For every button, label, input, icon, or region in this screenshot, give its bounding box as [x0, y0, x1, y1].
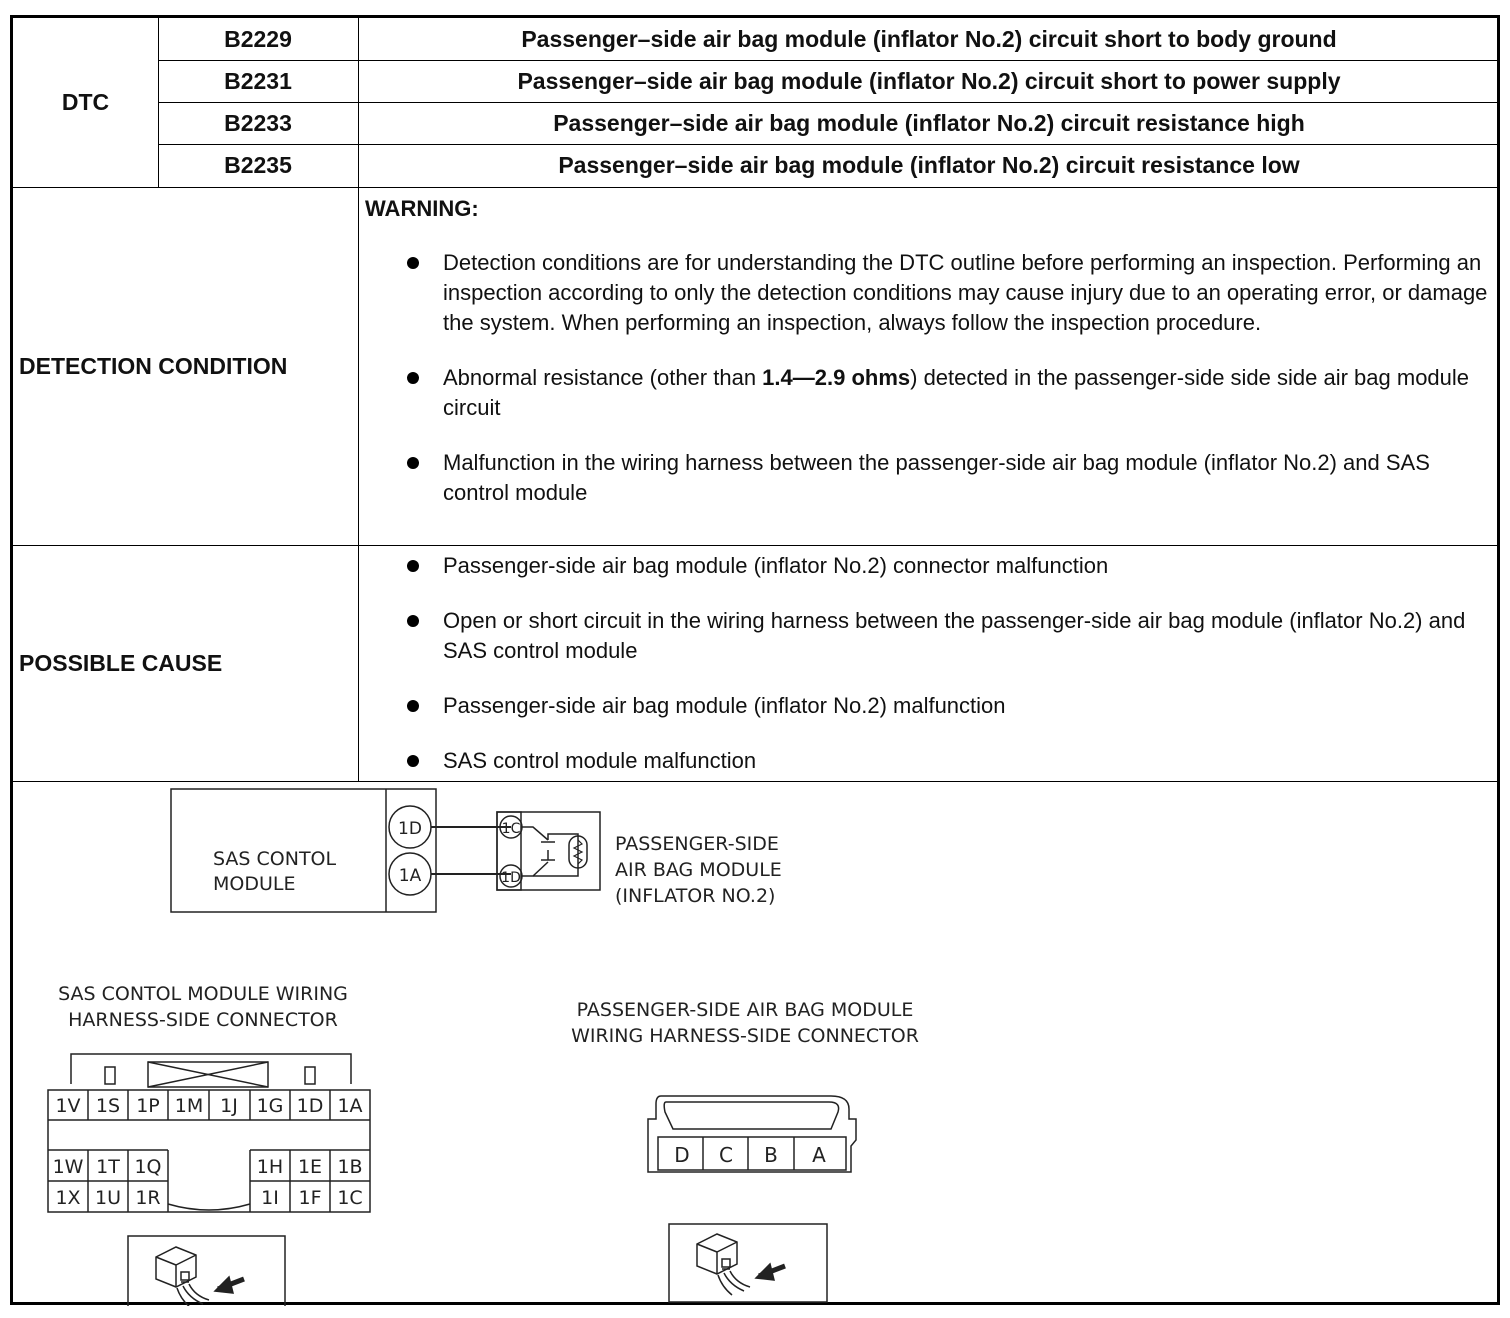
bullet-icon [407, 700, 419, 712]
list-item [365, 606, 1490, 666]
connector-pin-label: D [674, 1143, 690, 1167]
connector-pin-label: 1H [256, 1156, 284, 1178]
possible-cause-label-text: POSSIBLE CAUSE [19, 649, 223, 676]
dtc-label [13, 18, 158, 187]
bullet-icon [407, 615, 419, 627]
list-item [365, 248, 1490, 338]
table-divider [158, 60, 1500, 61]
bullet-text: Open or short circuit in the wiring harness between the passenger-side air bag module (inflator No.2) and SAS control module [443, 608, 1466, 663]
airbag-pin-label: 1D [501, 870, 521, 886]
possible-cause-content [365, 551, 1490, 776]
bullet-text: Passenger-side air bag module (inflator No.2) malfunction [443, 693, 1006, 718]
table-divider [13, 545, 1500, 546]
possible-cause-list [365, 551, 1490, 776]
dtc-code-text: B2235 [224, 152, 292, 178]
bullet-icon [407, 257, 419, 269]
connector-pin-label: 1U [95, 1187, 121, 1209]
connector-pin-label: 1C [337, 1187, 363, 1209]
warning-title: WARNING: [365, 196, 479, 221]
connector-pin-label: 1W [52, 1156, 84, 1178]
dtc-description [358, 102, 1500, 144]
sas-pin-label: 1A [398, 866, 422, 886]
detection-condition-label-text: DETECTION CONDITION [19, 352, 288, 379]
airbag-pin-label: 1C [501, 821, 521, 837]
list-item [365, 746, 1490, 776]
connector-pin-label: 1J [220, 1095, 238, 1117]
airbag-module-label: AIR BAG MODULE [615, 859, 782, 881]
possible-cause-label [19, 545, 358, 781]
connector-pin-label: 1R [135, 1187, 161, 1209]
list-item [365, 691, 1490, 721]
connector-pin-label: B [764, 1143, 778, 1167]
bullet-text: Passenger-side air bag module (inflator No.2) connector malfunction [443, 553, 1109, 578]
list-item [365, 448, 1490, 508]
connector-pin-label: A [812, 1143, 826, 1167]
bullet-text: Detection conditions are for understanding the DTC outline before performing an inspection. Performing an inspection according to only the detection conditions may cause injury due to an operating error, or damage the system. When performing an inspection, always follow the inspection procedure. [443, 250, 1488, 335]
dtc-description-text: Passenger–side air bag module (inflator No.2) circuit short to body ground [521, 26, 1337, 52]
dtc-info-sheet [10, 15, 1500, 1305]
connector-pin-label: 1I [261, 1187, 279, 1209]
connector-pin-label: 1T [96, 1156, 120, 1178]
bullet-icon [407, 372, 419, 384]
sas-connector-title: SAS CONTOL MODULE WIRING [58, 983, 348, 1005]
table-divider [158, 102, 1500, 103]
airbag-connector-title: PASSENGER-SIDE AIR BAG MODULE [576, 999, 914, 1021]
connector-pin-label: 1X [55, 1187, 81, 1209]
list-item [365, 363, 1490, 423]
dtc-code-text: B2233 [224, 110, 292, 136]
dtc-description [358, 60, 1500, 102]
connector-pin-label: 1B [337, 1156, 363, 1178]
ohm-range-value: 1.4—2.9 ohms [762, 365, 911, 390]
dtc-code-text: B2229 [224, 26, 292, 52]
connector-pin-label: 1Q [134, 1156, 162, 1178]
dtc-description-text: Passenger–side air bag module (inflator No.2) circuit resistance low [558, 152, 1300, 178]
dtc-code [158, 18, 358, 60]
connector-pin-label: 1E [297, 1156, 323, 1178]
connector-view-icon [128, 1236, 285, 1306]
list-item [365, 551, 1490, 581]
connector-view-icon [669, 1224, 827, 1302]
connector-pin-label: 1D [296, 1095, 324, 1117]
dtc-description-text: Passenger–side air bag module (inflator No.2) circuit resistance high [553, 110, 1305, 136]
detection-condition-content [365, 196, 1490, 508]
airbag-connector-title: WIRING HARNESS-SIDE CONNECTOR [571, 1025, 919, 1047]
connector-pin-label: 1S [95, 1095, 121, 1117]
airbag-module-label: PASSENGER-SIDE [615, 833, 779, 855]
sas-pin-label: 1D [398, 819, 422, 839]
connector-pin-label: 1F [298, 1187, 322, 1209]
bullet-text: SAS control module malfunction [443, 748, 757, 773]
bullet-icon [407, 755, 419, 767]
connector-pin-label: 1V [55, 1095, 81, 1117]
connector-pin-label: 1G [256, 1095, 284, 1117]
connector-pin-label: 1A [337, 1095, 363, 1117]
dtc-description [358, 18, 1500, 60]
sas-connector-title: HARNESS-SIDE CONNECTOR [68, 1009, 338, 1031]
sas-connector-top-row [55, 1090, 362, 1120]
detection-condition-label [19, 187, 358, 545]
table-divider [158, 18, 159, 187]
bullet-icon [407, 457, 419, 469]
connector-pin-label: 1P [136, 1095, 160, 1117]
table-divider [358, 18, 359, 781]
bullet-text: ) detected in the passenger-side side side air bag module circuit [443, 365, 1470, 420]
connector-pin-label: 1M [174, 1095, 204, 1117]
sas-module-label: SAS CONTOL [213, 848, 337, 870]
table-divider [13, 187, 1500, 188]
airbag-module-label: (INFLATOR NO.2) [615, 885, 776, 907]
bullet-icon [407, 560, 419, 572]
dtc-code [158, 102, 358, 144]
dtc-description [358, 144, 1500, 187]
sas-module-label: MODULE [213, 873, 296, 895]
table-divider [13, 781, 1500, 782]
dtc-code [158, 60, 358, 102]
dtc-description-text: Passenger–side air bag module (inflator No.2) circuit short to power supply [517, 68, 1341, 94]
dtc-code [158, 144, 358, 187]
bullet-text: Abnormal resistance (other than [443, 365, 763, 390]
dtc-code-text: B2231 [224, 68, 292, 94]
bullet-text: Malfunction in the wiring harness between the passenger-side air bag module (inflator No.2) and SAS control module [443, 450, 1430, 505]
detection-bullet-list [365, 248, 1490, 508]
wiring-diagram [13, 784, 1497, 1306]
dtc-label-text: DTC [61, 89, 110, 115]
connector-pin-label: C [719, 1143, 733, 1167]
table-divider [158, 144, 1500, 145]
